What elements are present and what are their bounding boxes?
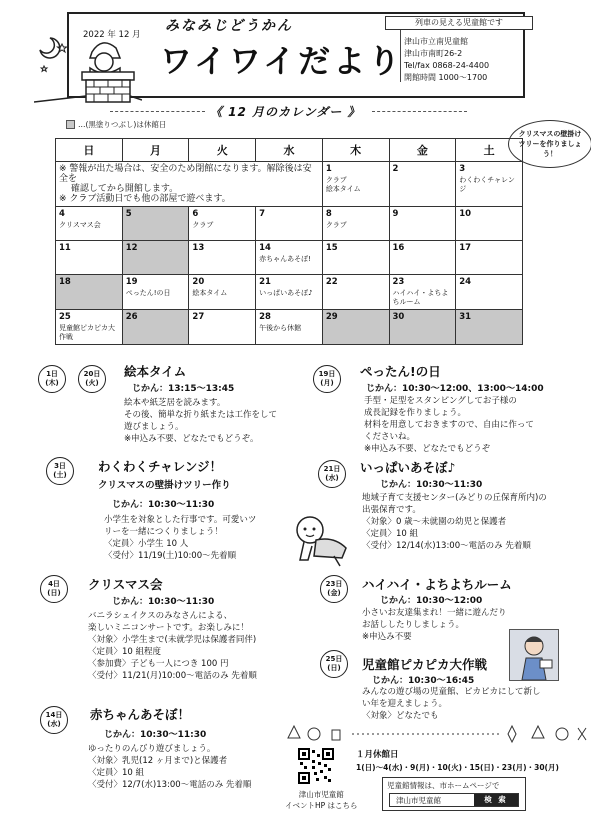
event-aka <box>90 705 190 723</box>
day-event: いっぱいあそぼ♪ <box>259 289 313 297</box>
day-event: 児童館ピカピカ大作戦 <box>59 324 115 341</box>
notice-line: 確認してから開館します。 <box>59 184 179 194</box>
event-pika <box>362 655 487 673</box>
date-badge-weekday: (水) <box>47 720 61 728</box>
calendar-week-row <box>56 241 523 275</box>
event-line: 〈参加費〉子ども一人につき 100 円 <box>88 659 229 669</box>
winter-decoration-border <box>282 722 591 744</box>
day-number: 3 <box>459 164 466 174</box>
event-title: ぺったん!の日 <box>360 364 441 379</box>
qr-label <box>285 789 358 811</box>
event-ehon-time <box>132 381 234 394</box>
tree-speech-bubble: クリスマスの壁掛けツリーを作りましょう！ <box>508 120 591 168</box>
event-line: 〈受付〉11/19(土)10:00～先着順 <box>104 551 237 561</box>
event-title: ハイハイ・よちよちルーム <box>362 577 512 592</box>
calendar-day <box>189 310 256 345</box>
event-ippai <box>360 458 455 476</box>
event-line: い年を迎えましょう。 <box>362 699 448 709</box>
day-event: クラブ 絵本タイム <box>325 176 361 193</box>
event-time: じかん：10:30～16:45 <box>372 676 475 686</box>
calendar-week-row <box>56 275 523 310</box>
event-line: 〈対象〉乳児(12 ヶ月まで)と保護者 <box>88 756 228 766</box>
event-line: みんなの遊び場の児童館、ピカピカにして新し <box>362 687 541 697</box>
event-xmas-time <box>112 594 214 607</box>
event-time: じかん：10:30～11:30 <box>380 480 483 490</box>
date-badge-day: 20日 <box>83 370 101 378</box>
date-badge-day: 14日 <box>45 711 63 719</box>
baby-crawling-illustration <box>290 512 350 567</box>
event-line: 小さいお友達集まれ！一緒に遊んだり <box>362 608 507 618</box>
calendar-day <box>389 241 456 275</box>
calendar-day <box>456 241 523 275</box>
date-badge <box>318 460 346 488</box>
heading-rule-left <box>110 111 205 112</box>
event-aka-time <box>104 727 206 740</box>
event-title: 絵本タイム <box>124 364 187 379</box>
date-badge-weekday: (金) <box>327 589 341 597</box>
calendar-day <box>56 241 123 275</box>
event-time: じかん：10:30～11:30 <box>104 730 207 740</box>
event-pika-time <box>372 673 474 686</box>
cleaning-child-illustration <box>510 630 558 680</box>
day-number: 18 <box>59 277 71 287</box>
calendar-day <box>389 162 456 207</box>
weekday-tue: 火 <box>189 139 256 162</box>
day-number: 12 <box>125 243 138 253</box>
day-number: 5 <box>125 209 132 219</box>
event-line: お話ししたりしましょう。 <box>362 620 465 630</box>
day-number: 24 <box>459 277 472 287</box>
event-petta-body <box>364 395 534 455</box>
calendar-day <box>322 275 389 310</box>
event-line: リーを一緒につくりましょう！ <box>104 527 223 537</box>
homepage-info-text: 児童館情報は、市ホームページで <box>387 781 500 790</box>
event-title: クリスマス会 <box>88 577 163 592</box>
event-petta-time <box>366 381 544 394</box>
day-number: 22 <box>325 277 338 287</box>
event-subtitle: クリスマスの壁掛けツリー作り <box>98 480 231 491</box>
event-line: 材料を用意しておきますので、自由に作って <box>364 420 534 430</box>
event-line: ※申込み不要、どなたでもどうぞ <box>364 444 491 454</box>
weekday-sat: 土 <box>456 139 523 162</box>
event-line: 〈定員〉10 組 <box>362 529 419 539</box>
event-title: いっぱいあそぼ♪ <box>360 460 456 475</box>
event-line: 〈定員〉小学生 10 人 <box>104 539 189 549</box>
january-closed-title: １月休館日 <box>356 750 399 760</box>
date-badge <box>78 365 106 393</box>
date-badge-day: 23日 <box>325 580 343 588</box>
date-badge-day: 25日 <box>325 655 343 663</box>
legend-text: …(黒塗りつぶし)は休館日 <box>78 120 167 129</box>
date-badge <box>320 575 348 603</box>
event-line: 〈対象〉小学生まで(未就学児は保護者同伴) <box>88 635 257 645</box>
calendar-day <box>189 241 256 275</box>
event-petta <box>360 362 441 380</box>
event-line: ※申込み不要、どなたでもどうぞ。 <box>124 434 259 444</box>
holiday-swatch <box>66 120 75 129</box>
date-badge-day: 4日 <box>48 580 60 588</box>
event-line: 〈受付〉11/21(月)10:00～電話のみ 先着順 <box>88 671 257 681</box>
calendar-day <box>189 275 256 310</box>
date-badge <box>313 365 341 393</box>
santa-chimney-illustration <box>34 32 142 104</box>
day-number: 28 <box>259 312 271 322</box>
date-badge-weekday: (火) <box>85 379 99 387</box>
day-number: 9 <box>392 209 399 219</box>
event-line: バニラシェイクスのみなさんによる、 <box>88 611 233 621</box>
day-number: 17 <box>459 243 472 253</box>
event-line: 〈対象〉どなたでも <box>362 711 439 721</box>
calendar-day-closed <box>456 310 523 345</box>
search-button: 検 索 <box>474 794 518 806</box>
day-event: クリスマス会 <box>59 221 101 229</box>
date-badge-day: 19日 <box>318 370 336 378</box>
calendar-day <box>389 207 456 241</box>
day-event: わくわくチャレンジ <box>459 176 515 193</box>
calendar-day <box>256 207 323 241</box>
date-badge-day: 21日 <box>323 465 341 473</box>
day-number: 21 <box>259 277 271 287</box>
day-number: 7 <box>259 209 266 219</box>
day-number: 30 <box>392 312 405 322</box>
event-time: じかん：10:30～12:00 <box>380 596 483 606</box>
date-badge-weekday: (土) <box>53 471 67 479</box>
day-number: 27 <box>192 312 205 322</box>
newsletter-title: ワイワイだより <box>160 42 404 80</box>
event-line: 〈定員〉10 組程度 <box>88 647 162 657</box>
search-query: 津山市児童館 <box>396 795 441 805</box>
day-number: 20 <box>192 277 205 287</box>
event-line: 小学生を対象とした行事です。可愛いツ <box>104 515 257 525</box>
calendar-day <box>256 310 323 345</box>
event-waku-sub <box>98 477 231 491</box>
day-event: クラブ <box>325 221 347 229</box>
year-month: 2022 年 12 月 <box>83 30 141 40</box>
calendar-day <box>389 275 456 310</box>
date-badge <box>40 706 68 734</box>
event-line: 〈受付〉12/14(水)13:00～電話のみ 先着順 <box>362 541 531 551</box>
event-waku <box>98 457 222 475</box>
calendar-day <box>322 207 389 241</box>
day-number: 4 <box>59 209 65 219</box>
date-badge <box>38 365 66 393</box>
event-line: 遊びましょう。 <box>124 422 184 432</box>
event-time: じかん：10:30～11:30 <box>112 597 215 607</box>
date-badge <box>40 575 68 603</box>
event-line: 地域子育て支援センター(みどりの丘保育所内)の <box>362 493 547 503</box>
qr-label-text: 津山市児童館 イベントHP はこちら <box>285 790 358 810</box>
event-waku-time <box>112 497 214 510</box>
date-badge-day: 1日 <box>46 370 58 378</box>
event-line: 〈受付〉12/7(水)13:00～電話のみ 先着順 <box>88 780 252 790</box>
calendar-day-closed <box>122 207 189 241</box>
day-number: 1 <box>325 164 332 174</box>
event-haihai <box>362 575 512 593</box>
cleaning-child-photo <box>509 629 559 681</box>
calendar-heading: 《 12 月のカレンダー 》 <box>210 105 361 119</box>
facility-info <box>404 36 489 84</box>
day-number: 10 <box>459 209 472 219</box>
facility-name: 津山市立南児童館 <box>404 37 468 46</box>
event-waku-body <box>104 514 256 562</box>
facility-hours: 開館時間 1000～1700 <box>404 73 488 82</box>
search-bar-graphic <box>389 793 519 807</box>
day-number: 6 <box>192 209 199 219</box>
calendar-week-row <box>56 162 523 207</box>
day-event: ハイハイ・よちよちルーム <box>392 289 449 306</box>
calendar-day <box>456 275 523 310</box>
event-line: 成長記録を作りましょう。 <box>364 408 467 418</box>
event-time: じかん：10:30～12:00、13:00～14:00 <box>366 384 544 394</box>
event-line: 絵本や紙芝居を読みます。 <box>124 398 226 408</box>
calendar-day <box>456 207 523 241</box>
event-line: ※申込み不要 <box>362 632 412 642</box>
day-event: クラブ <box>192 221 214 229</box>
day-event: 赤ちゃんあそぼ! <box>259 255 311 263</box>
facility-tel: Tel/fax 0868-24-4400 <box>404 61 490 70</box>
day-number: 23 <box>392 277 405 287</box>
event-ippai-body <box>362 492 547 552</box>
calendar-day <box>256 275 323 310</box>
weekday-mon: 月 <box>122 139 189 162</box>
day-number: 2 <box>392 164 399 174</box>
date-badge-weekday: (木) <box>45 379 59 387</box>
calendar-day <box>56 207 123 241</box>
heading-rule-right <box>372 111 467 112</box>
calendar-day <box>56 310 123 345</box>
event-haihai-time <box>380 593 482 606</box>
event-pika-body <box>362 686 541 722</box>
weekday-row <box>56 139 523 162</box>
weekday-fri: 金 <box>389 139 456 162</box>
january-closed-dates: 1(日)～4(水)・9(月)・10(火)・15(日)・23(月)・30(月) <box>356 763 559 772</box>
date-badge-weekday: (月) <box>320 379 334 387</box>
event-ehon-body <box>124 397 277 445</box>
date-badge-weekday: (日) <box>327 664 341 672</box>
event-xmas <box>88 575 163 593</box>
day-number: 31 <box>459 312 472 322</box>
calendar-day <box>256 241 323 275</box>
day-number: 26 <box>125 312 138 322</box>
calendar-day <box>456 162 523 207</box>
december-calendar <box>55 138 523 345</box>
day-number: 8 <box>325 209 332 219</box>
event-line: 手型・足型をスタンピングしてお子様の <box>364 396 517 406</box>
event-line: くださいね。 <box>364 432 416 442</box>
calendar-day-closed <box>122 310 189 345</box>
calendar-day-closed <box>389 310 456 345</box>
calendar-day <box>122 275 189 310</box>
calendar-day-closed <box>56 275 123 310</box>
day-number: 19 <box>125 277 138 287</box>
day-number: 16 <box>392 243 405 253</box>
date-badge-day: 3日 <box>54 462 66 470</box>
event-time: じかん：10:30～11:30 <box>112 500 215 510</box>
notice-line: ※ 警報が出た場合は、安全のため閉館になります。解除後は安全を <box>59 164 312 184</box>
event-time: じかん：13:15～13:45 <box>132 384 235 394</box>
day-event: ぺったん!の日 <box>125 289 171 297</box>
calendar-week-row <box>56 207 523 241</box>
weekday-sun: 日 <box>56 139 123 162</box>
day-event: 絵本タイム <box>192 289 228 297</box>
event-line: 〈定員〉10 組 <box>88 768 145 778</box>
calendar-day-closed <box>322 310 389 345</box>
date-badge-weekday: (日) <box>47 589 61 597</box>
event-haihai-body <box>362 607 507 643</box>
date-badge <box>320 650 348 678</box>
weekday-wed: 水 <box>256 139 323 162</box>
calendar-day <box>189 207 256 241</box>
weekday-thu: 木 <box>322 139 389 162</box>
calendar-day <box>322 162 389 207</box>
date-badge <box>46 457 74 485</box>
notice-line: ※ クラブ活動日でも他の部屋で遊べます。 <box>59 194 231 204</box>
day-number: 13 <box>192 243 205 253</box>
event-ehon <box>124 362 186 380</box>
event-line: ゆったりのんびり遊びましょう。 <box>88 744 216 754</box>
calendar-day-closed <box>122 241 189 275</box>
day-number: 14 <box>259 243 271 253</box>
calendar-body <box>56 162 523 345</box>
event-title: わくわくチャレンジ！ <box>98 459 223 474</box>
event-title: 赤ちゃんあそぼ！ <box>90 707 191 722</box>
holiday-legend <box>66 119 166 130</box>
event-title: 児童館ピカピカ大作戦 <box>362 657 488 672</box>
facility-address: 津山市南町26-2 <box>404 49 463 58</box>
date-badge-weekday: (水) <box>325 474 339 482</box>
event-aka-body <box>88 743 251 791</box>
calendar-notice <box>56 162 323 207</box>
event-line: その後、簡単な折り紙または工作をして <box>124 410 278 420</box>
event-line: 出張保育です。 <box>362 505 421 515</box>
event-line: 楽しいミニコンサートです。お楽しみに！ <box>88 623 249 633</box>
event-xmas-body <box>88 610 257 682</box>
qr-code[interactable] <box>298 748 334 784</box>
event-ippai-time <box>380 477 482 490</box>
day-event: 午後から休館 <box>259 324 302 332</box>
kana-title: みなみじどうかん <box>165 18 293 34</box>
day-number: 15 <box>325 243 338 253</box>
day-number: 29 <box>325 312 338 322</box>
day-number: 25 <box>59 312 71 322</box>
day-number: 11 <box>59 243 71 253</box>
tagline: 列車の見える児童館です <box>385 16 533 30</box>
calendar-day <box>322 241 389 275</box>
calendar-week-row <box>56 310 523 345</box>
event-line: 〈対象〉0 歳～未就園の幼児と保護者 <box>362 517 507 527</box>
